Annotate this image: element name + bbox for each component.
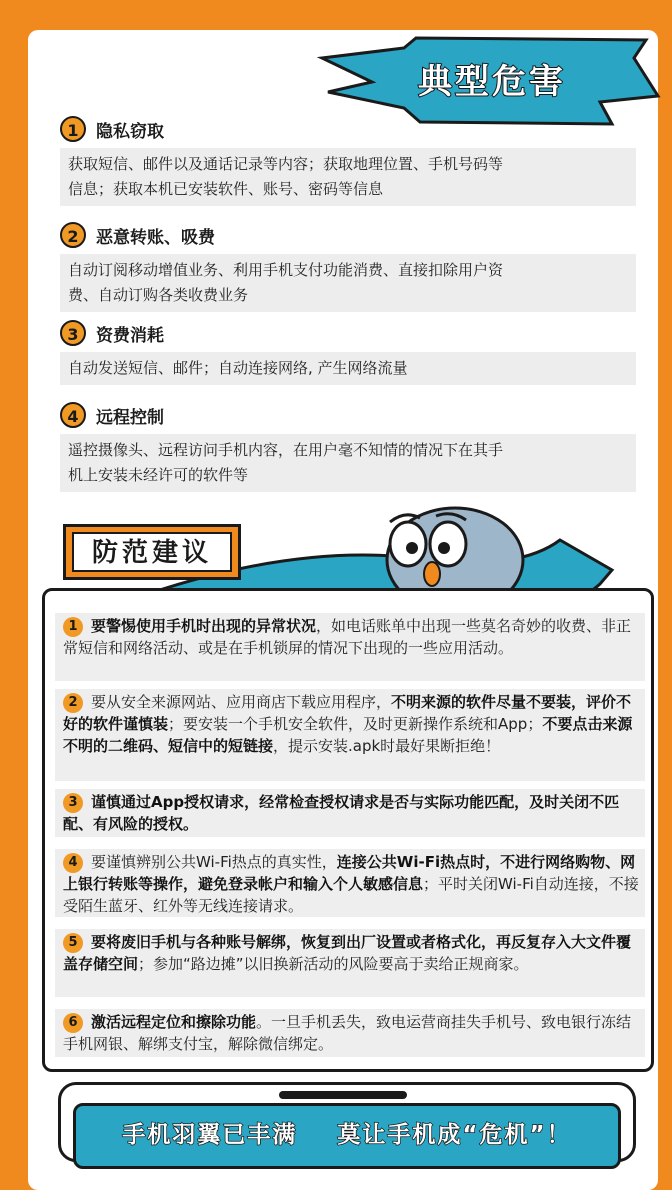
advice-item	[55, 929, 645, 997]
harm-line: 机上安装未经许可的软件等	[68, 466, 249, 484]
harm-item	[60, 318, 636, 385]
harm-number: 1	[60, 116, 86, 142]
advice-item	[55, 849, 645, 917]
advice-text: ，如电话账单中出现一些莫名奇妙的收费、非正常短信和网络活动、或是在手机锁屏的情况下出现的一些应用活动。	[63, 617, 632, 657]
footer-phone-frame	[58, 1082, 636, 1162]
advice-number: 3	[63, 793, 83, 813]
harm-number: 2	[60, 222, 86, 248]
harm-item	[60, 114, 636, 206]
harm-description	[60, 352, 636, 385]
advice-text: ，提示安装.apk时最好果断拒绝！	[273, 737, 501, 755]
harm-title: 恶意转账、吸费	[96, 227, 215, 248]
harm-line: 信息；获取本机已安装软件、账号、密码等信息	[68, 180, 384, 198]
harm-description	[60, 148, 636, 206]
advice-number: 4	[63, 853, 83, 873]
harm-number: 4	[60, 402, 86, 428]
advice-item	[55, 789, 645, 837]
advice-title: 防范建议	[72, 532, 232, 572]
harm-line: 自动订阅移动增值业务、利用手机支付功能消费、直接扣除用户资	[68, 261, 504, 279]
banner-title: 典型危害	[418, 62, 566, 102]
advice-item	[55, 1009, 645, 1057]
advice-text-bold: 不要点击来源不明的二维码、短信中的短链接	[63, 715, 633, 755]
harm-description	[60, 434, 636, 492]
phone-notch	[279, 1091, 407, 1099]
advice-text-bold: 连接公共Wi-Fi热点时，不进行网络购物、网上银行转账等操作，避免登录帐户和输入个人敏感信息	[63, 853, 636, 893]
advice-text: 。一旦手机丢失，致电运营商挂失手机号、致电银行冻结手机网银、解绑支付宝，解除微信绑定。	[63, 1013, 632, 1053]
harm-line: 自动发送短信、邮件；自动连接网络, 产生网络流量	[68, 359, 408, 377]
advice-number: 1	[63, 617, 83, 637]
advice-number: 2	[63, 693, 83, 713]
advice-text: ；平时关闭Wi-Fi自动连接，不接受陌生蓝牙、红外等无线连接请求。	[63, 875, 639, 915]
advice-item	[55, 613, 645, 681]
advice-header	[63, 524, 241, 580]
harm-item	[60, 400, 636, 492]
advice-text-bold: 谨慎通过App授权请求，经常检查授权请求是否与实际功能匹配，及时关闭不匹配、有风险的授权。	[63, 793, 620, 833]
footer-slogan: 手机羽翼已丰满 莫让手机成“危机”！	[122, 1122, 572, 1148]
harm-number: 3	[60, 320, 86, 346]
advice-text-bold: 要将废旧手机与各种账号解绑，恢复到出厂设置或者格式化，再反复存入大文件覆盖存储空间	[63, 933, 632, 973]
advice-text-bold: 不明来源的软件尽量不要装，评价不好的软件谨慎装	[63, 693, 632, 733]
advice-text: 要从安全来源网站、应用商店下载应用程序，	[91, 693, 392, 711]
advice-number: 5	[63, 933, 83, 953]
advice-number: 6	[63, 1013, 83, 1033]
harm-line: 遥控摄像头、远程访问手机内容，在用户毫不知情的情况下在其手	[68, 441, 504, 459]
harm-line: 获取短信、邮件以及通话记录等内容；获取地理位置、手机号码等	[68, 155, 504, 173]
advice-text-bold: 激活远程定位和擦除功能	[91, 1013, 257, 1031]
advice-text: ；要安装一个手机安全软件，及时更新操作系统和App；	[168, 715, 543, 733]
advice-text-bold: 要警惕使用手机时出现的异常状况	[91, 617, 317, 635]
harm-title: 远程控制	[96, 407, 164, 428]
advice-text: ；参加“路边摊”以旧换新活动的风险要高于卖给正规商家。	[138, 955, 529, 973]
harm-item	[60, 220, 636, 312]
advice-item	[55, 689, 645, 781]
advice-box	[42, 588, 654, 1072]
harm-title: 资费消耗	[96, 325, 164, 346]
advice-text: 要谨慎辨别公共Wi-Fi热点的真实性，	[91, 853, 337, 871]
harm-title: 隐私窃取	[96, 121, 164, 142]
harm-description	[60, 254, 636, 312]
harm-line: 费、自动订购各类收费业务	[68, 286, 249, 304]
footer-screen	[73, 1103, 621, 1169]
